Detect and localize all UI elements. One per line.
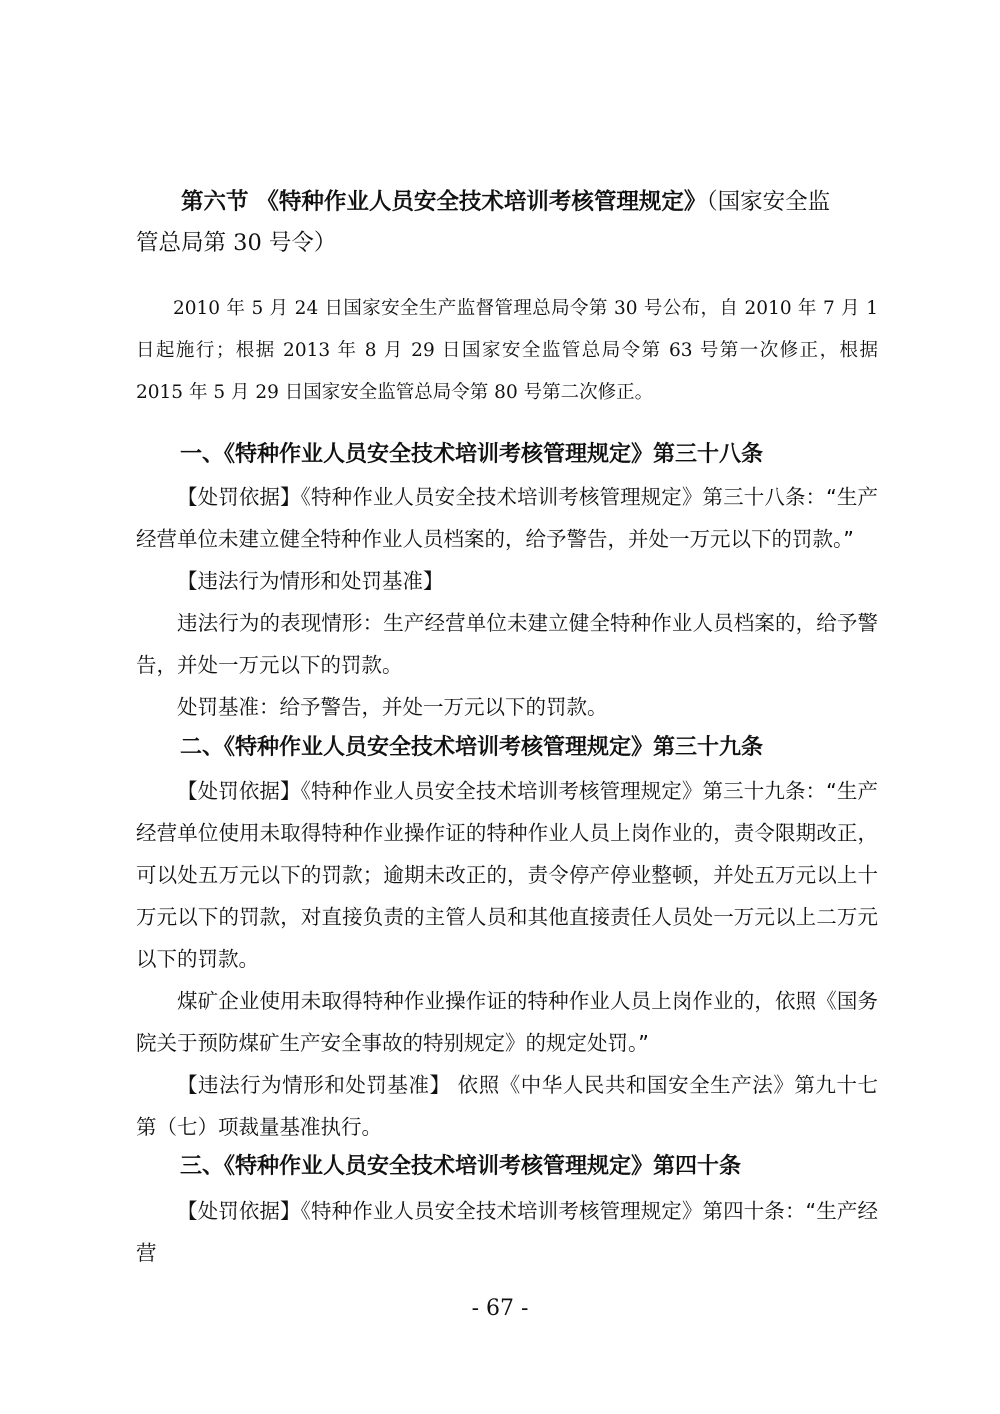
article-39-criteria: 【违法行为情形和处罚基准】 依照《中华人民共和国安全生产法》第九十七第（七）项裁量基准执行。 bbox=[136, 1073, 878, 1139]
section-title-issuer-cont: 管总局第 30 号令） bbox=[136, 230, 337, 256]
intro-paragraph: 2010 年 5 月 24 日国家安全生产监督管理总局令第 30 号公布，自 2010 年 7 月 1 日起施行；根据 2013 年 8 月 29 日国家安全监管总局令第 63 号第一次修正，根据 2015 年 5 月 29 日国家安全监管总局令第 80 号第二次修正。 bbox=[136, 298, 878, 403]
article-38-heading: 一、《特种作业人员安全技术培训考核管理规定》第三十八条 bbox=[180, 442, 764, 467]
page-number: - 67 - bbox=[471, 1296, 529, 1321]
article-38-basis: 【处罚依据】《特种作业人员安全技术培训考核管理规定》第三十八条：“生产经营单位未建立健全特种作业人员档案的，给予警告，并处一万元以下的罚款。” bbox=[136, 485, 878, 551]
article-38-situation: 违法行为的表现情形：生产经营单位未建立健全特种作业人员档案的，给予警告，并处一万元以下的罚款。 bbox=[136, 611, 878, 677]
section-title-main: 第六节 《特种作业人员安全技术培训考核管理规定》 bbox=[181, 189, 707, 215]
section-title-issuer: （国家安全监 bbox=[706, 189, 831, 215]
article-40-basis: 【处罚依据】《特种作业人员安全技术培训考核管理规定》第四十条：“生产经营 bbox=[136, 1199, 878, 1265]
article-38-benchmark: 处罚基准：给予警告，并处一万元以下的罚款。 bbox=[177, 695, 608, 719]
section-title bbox=[136, 182, 878, 264]
article-40-heading: 三、《特种作业人员安全技术培训考核管理规定》第四十条 bbox=[180, 1154, 742, 1179]
article-39-basis: 【处罚依据】《特种作业人员安全技术培训考核管理规定》第三十九条：“生产经营单位使用未取得特种作业操作证的特种作业人员上岗作业的，责令限期改正，可以处五万元以下的罚款；逾期未改正的，责令停产停业整顿，并处五万元以上十万元以下的罚款，对直接负责的主管人员和其他直接责任人员处一万元以上二万元以下的罚款。 bbox=[136, 779, 878, 971]
article-39-coal-clause: 煤矿企业使用未取得特种作业操作证的特种作业人员上岗作业的，依照《国务院关于预防煤矿生产安全事故的特别规定》的规定处罚。” bbox=[136, 989, 878, 1055]
article-38-criteria-label: 【违法行为情形和处罚基准】 bbox=[177, 569, 444, 593]
article-39-heading: 二、《特种作业人员安全技术培训考核管理规定》第三十九条 bbox=[180, 735, 764, 760]
